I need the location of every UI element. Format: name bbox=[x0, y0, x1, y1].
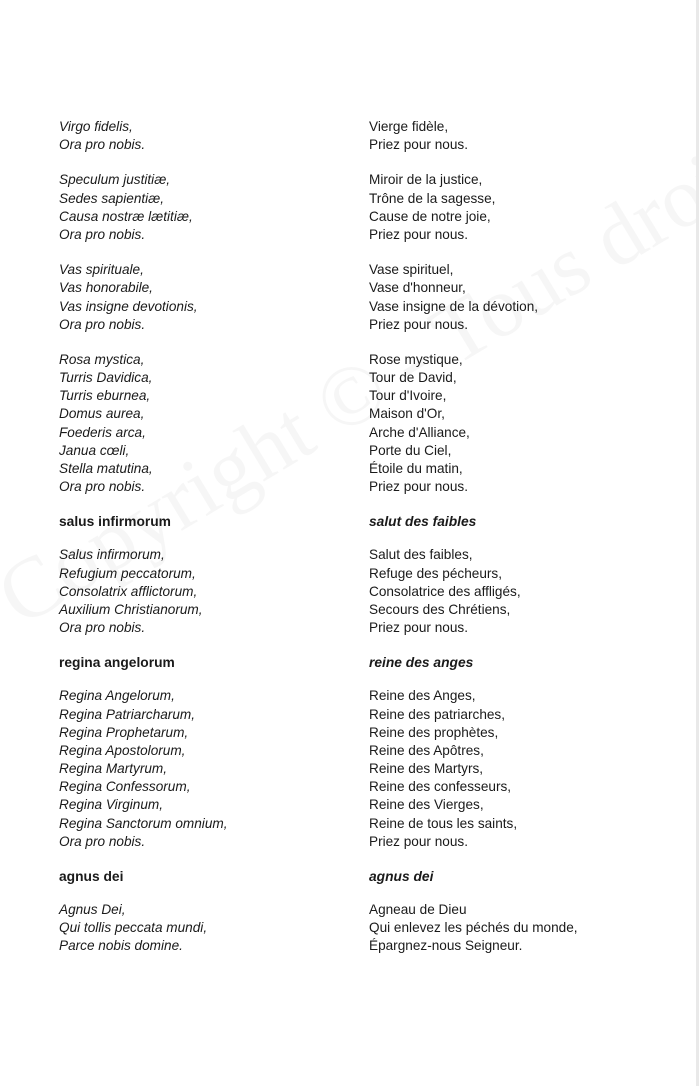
verse-line: Secours des Chrétiens, bbox=[369, 601, 511, 617]
verse-stanza bbox=[59, 171, 349, 244]
verse-line: Reine des Apôtres, bbox=[369, 742, 484, 758]
verse-line: Arche d'Alliance, bbox=[369, 424, 470, 440]
verse-line: Vase spirituel, bbox=[369, 262, 454, 278]
verse-line: Salut des faibles, bbox=[369, 547, 473, 563]
verse-stanza bbox=[369, 687, 679, 851]
verse-line: Reine des confesseurs, bbox=[369, 779, 512, 795]
verse-line: Qui enlevez les péchés du monde, bbox=[369, 920, 578, 936]
verse-line: Vas honorabile, bbox=[59, 280, 153, 296]
verse-line: Consolatrix afflictorum, bbox=[59, 583, 198, 599]
verse-line: Speculum justitiæ, bbox=[59, 172, 171, 188]
verse-line: Salus infirmorum, bbox=[59, 547, 165, 563]
verse-line: Regina Confessorum, bbox=[59, 779, 191, 795]
verse-line: Ora pro nobis. bbox=[59, 226, 146, 242]
verse-line: Priez pour nous. bbox=[369, 479, 468, 495]
verse-line: Causa nostræ lætitiæ, bbox=[59, 208, 193, 224]
verse-stanza bbox=[59, 546, 349, 637]
verse-line: Refugium peccatorum, bbox=[59, 565, 196, 581]
verse-stanza bbox=[59, 901, 349, 956]
verse-line: Regina Sanctorum omnium, bbox=[59, 815, 228, 831]
verse-stanza bbox=[369, 901, 679, 956]
verse-line: Agneau de Dieu bbox=[369, 902, 467, 917]
verse-line: Turris Davidica, bbox=[59, 370, 153, 386]
verse-line: Agnus Dei, bbox=[59, 902, 126, 917]
verse-line: Refuge des pécheurs, bbox=[369, 565, 503, 581]
verse-line: Ora pro nobis. bbox=[59, 479, 146, 495]
verse-line: Tour d'Ivoire, bbox=[369, 388, 447, 404]
verse-line: Consolatrice des affligés, bbox=[369, 583, 521, 599]
section-heading: regina angelorum bbox=[59, 655, 175, 671]
section-heading: agnus dei bbox=[369, 869, 434, 884]
verse-line: Reine des prophètes, bbox=[369, 724, 499, 740]
verse-line: Foederis arca, bbox=[59, 424, 146, 440]
verse-line: Turris eburnea, bbox=[59, 388, 151, 404]
verse-line: Rosa mystica, bbox=[59, 351, 145, 367]
verse-line: Ora pro nobis. bbox=[59, 137, 146, 153]
verse-line: Regina Patriarcharum, bbox=[59, 706, 195, 722]
verse-line: Regina Martyrum, bbox=[59, 761, 168, 777]
verse-line: Ora pro nobis. bbox=[59, 620, 146, 636]
verse-line: Trône de la sagesse, bbox=[369, 190, 496, 206]
verse-line: Priez pour nous. bbox=[369, 137, 468, 153]
verse-line: Maison d'Or, bbox=[369, 406, 445, 422]
verse-line: Reine de tous les saints, bbox=[369, 815, 518, 831]
verse-stanza bbox=[369, 261, 679, 334]
verse-line: Regina Prophetarum, bbox=[59, 724, 189, 740]
verse-line: Qui tollis peccata mundi, bbox=[59, 920, 208, 936]
verse-line: Ora pro nobis. bbox=[59, 833, 146, 849]
verse-line: Priez pour nous. bbox=[369, 620, 468, 636]
verse-line: Vierge fidèle, bbox=[369, 119, 449, 134]
verse-line: Janua cœli, bbox=[59, 442, 130, 458]
verse-line: Cause de notre joie, bbox=[369, 208, 491, 224]
verse-line: Regina Angelorum, bbox=[59, 688, 175, 704]
verse-stanza bbox=[59, 351, 349, 497]
verse-line: Regina Virginum, bbox=[59, 797, 164, 813]
verse-line: Regina Apostolorum, bbox=[59, 742, 186, 758]
verse-line: Vas spirituale, bbox=[59, 262, 144, 278]
verse-line: Stella matutina, bbox=[59, 461, 153, 476]
verse-line: Tour de David, bbox=[369, 370, 457, 386]
verse-stanza bbox=[369, 171, 679, 244]
section-heading: salut des faibles bbox=[369, 514, 477, 530]
verse-line: Ora pro nobis. bbox=[59, 316, 146, 332]
verse-line: Étoile du matin, bbox=[369, 461, 463, 476]
verse-stanza bbox=[59, 261, 349, 334]
verse-line: Parce nobis domine. bbox=[59, 938, 183, 954]
verse-line: Priez pour nous. bbox=[369, 316, 468, 332]
latin-column bbox=[59, 118, 349, 973]
verse-line: Rose mystique, bbox=[369, 351, 463, 367]
verse-line: Domus aurea, bbox=[59, 406, 145, 422]
verse-line: Vase d'honneur, bbox=[369, 280, 466, 296]
verse-line: Auxilium Christianorum, bbox=[59, 601, 203, 617]
verse-line: Porte du Ciel, bbox=[369, 442, 452, 458]
verse-stanza bbox=[59, 118, 349, 154]
verse-stanza bbox=[369, 546, 679, 637]
verse-line: Vase insigne de la dévotion, bbox=[369, 298, 539, 314]
verse-stanza bbox=[369, 118, 679, 154]
verse-line: Reine des Vierges, bbox=[369, 797, 484, 813]
french-column bbox=[369, 118, 679, 973]
verse-line: Reine des Martyrs, bbox=[369, 761, 484, 777]
verse-line: Vas insigne devotionis, bbox=[59, 298, 198, 314]
verse-stanza bbox=[369, 351, 679, 497]
verse-line: Miroir de la justice, bbox=[369, 172, 483, 188]
verse-stanza bbox=[59, 687, 349, 851]
verse-line: Virgo fidelis, bbox=[59, 119, 133, 134]
verse-line: Reine des patriarches, bbox=[369, 706, 506, 722]
verse-line: Reine des Anges, bbox=[369, 688, 476, 704]
verse-line: Sedes sapientiæ, bbox=[59, 190, 165, 206]
verse-line: Priez pour nous. bbox=[369, 226, 468, 242]
verse-line: Épargnez-nous Seigneur. bbox=[369, 938, 523, 954]
section-heading: salus infirmorum bbox=[59, 514, 171, 530]
verse-line: Priez pour nous. bbox=[369, 833, 468, 849]
section-heading: reine des anges bbox=[369, 655, 474, 671]
section-heading: agnus dei bbox=[59, 869, 124, 884]
